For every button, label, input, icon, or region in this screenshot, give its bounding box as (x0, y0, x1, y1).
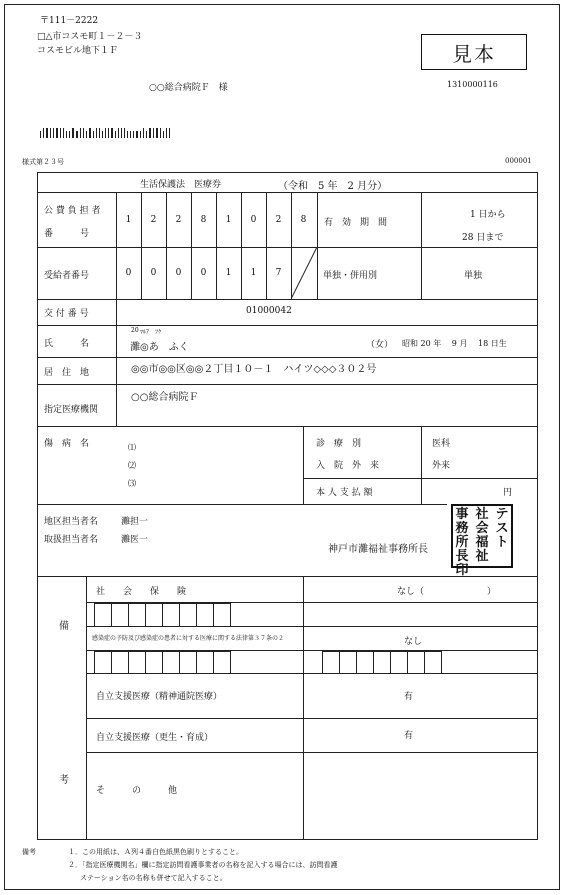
payer-digit: 2 (275, 214, 282, 225)
recipient-digit: 1 (225, 268, 232, 278)
infectious-law-label: 感染症の予防及び感染症の患者に対する医療に関する法律第３７条の２ (92, 635, 285, 642)
recipient-digit: 7 (275, 268, 282, 278)
validity-label: 有 効 期 間 (324, 218, 388, 228)
furigana-prefix: 20 (131, 327, 139, 334)
social-insurance-box (111, 603, 129, 627)
sender-address-line1: □△市コスモ町１－２－３ (37, 32, 143, 42)
sample-stamp: 見本 (421, 34, 527, 70)
self-support-rehab-value: 有 (404, 731, 414, 741)
footnote-2b: ステーション名の名称も併せて記入すること。 (80, 874, 227, 882)
patient-label: 氏 名 (44, 339, 90, 349)
postal-code: 〒111－2222 (40, 16, 99, 26)
social-insurance-box (128, 603, 146, 627)
handling-officer-name: 灘医一 (121, 535, 149, 545)
payer-digit: 2 (175, 214, 182, 225)
infectious-box (424, 651, 442, 674)
patient-furigana: ﾏﾙｱ ﾌｸ (140, 329, 162, 336)
recipient-diagonal (291, 247, 317, 299)
remarks-label-top: 備 (59, 621, 69, 632)
social-insurance-value: なし（ ） (397, 587, 497, 597)
institution-label: 指定医療機関 (44, 405, 99, 415)
addressee: ○○総合病院Ｆ 様 (149, 83, 228, 93)
payment-unit: 円 (503, 488, 513, 498)
recipient-digit: 0 (200, 268, 207, 278)
infectious-box (407, 651, 425, 674)
district-officer-name: 灘担一 (121, 517, 149, 527)
infectious-box (356, 651, 374, 674)
infectious-box (196, 651, 214, 674)
residence-label: 居 住 地 (44, 368, 90, 378)
institution-value: ○○総合病院Ｆ (131, 392, 199, 403)
infectious-box (213, 651, 231, 674)
other-label: そ の 他 (96, 786, 178, 796)
infectious-box (322, 651, 340, 674)
serial-number: 000001 (505, 157, 532, 165)
barcode-icon (40, 128, 170, 138)
form-period: （令和 5 年 2 月分） (278, 181, 388, 192)
code-number: 1310000116 (447, 80, 498, 89)
patient-name: 灘◎あ ふく (130, 342, 189, 353)
payer-label-1: 公 費 負 担 者 (44, 206, 101, 216)
payer-digit: 8 (300, 214, 307, 225)
social-insurance-box (179, 603, 197, 627)
recipient-digit: 0 (150, 268, 157, 278)
social-insurance-box (213, 603, 231, 627)
handling-officer-label: 取扱担当者名 (44, 535, 99, 545)
district-officer-label: 地区担当者名 (44, 517, 99, 527)
infectious-box (373, 651, 391, 674)
infectious-box (179, 651, 197, 674)
infectious-box (162, 651, 180, 674)
single-combined-label: 単独・併用別 (323, 271, 378, 281)
treatment-label: 診 療 別 (316, 439, 362, 449)
infectious-box (339, 651, 357, 674)
payment-label: 本 人 支 払 額 (316, 488, 373, 498)
patient-gender: （女） (366, 340, 394, 350)
disease-item-1: ⑴ (128, 443, 136, 452)
recipient-digit: 0 (175, 268, 182, 278)
infectious-box (390, 651, 408, 674)
remarks-label-bottom: 考 (59, 775, 69, 786)
single-combined-value: 単独 (464, 271, 483, 281)
self-support-rehab-label: 自立支援医療（更生・育成） (96, 733, 214, 743)
payer-digit: 1 (125, 214, 132, 225)
footnote-label: 備考 (22, 848, 36, 856)
treatment-type-value: 医科 (432, 439, 451, 449)
infectious-box (94, 651, 112, 674)
self-support-mental-label: 自立支援医療（精神通院医療） (96, 692, 223, 702)
payer-digit: 1 (225, 214, 232, 225)
issue-number-value: 01000042 (246, 306, 292, 316)
recipient-digit: 0 (125, 268, 132, 278)
form-title: 生活保護法 医療券 (140, 180, 222, 190)
disease-item-3: ⑶ (128, 479, 136, 488)
infectious-box (111, 651, 129, 674)
recipient-digit: 1 (250, 268, 257, 278)
social-insurance-box (94, 603, 112, 627)
form-number: 様式第２３号 (22, 158, 64, 166)
infectious-box (145, 651, 163, 674)
social-insurance-box (162, 603, 180, 627)
payer-digit: 0 (250, 214, 257, 225)
official-seal: テ ス ト 社 会 福 祉 事 務 所 長 印 (451, 504, 513, 568)
footnote-2a: ２．「指定医療機関名」欄に指定訪問看護事業者の名称を記入する場合には、訪問看護 (68, 861, 338, 869)
infectious-box (128, 651, 146, 674)
treatment-visit-value: 外来 (432, 461, 451, 471)
social-insurance-label: 社 会 保 険 (96, 587, 187, 597)
validity-from: 1 日から (470, 210, 506, 220)
office-name: 神戸市灘福祉事務所長 (328, 544, 428, 555)
residence-value: ◎◎市◎◎区◎◎２丁目１０－１ ハイツ◇◇◇３０２号 (131, 364, 377, 375)
infectious-law-value: なし (404, 637, 423, 647)
issue-number-label: 交 付 番 号 (44, 309, 89, 319)
payer-digit: 2 (150, 214, 157, 225)
disease-label: 傷 病 名 (44, 439, 90, 449)
sender-address-line2: コスモビル地下１Ｆ (37, 46, 119, 56)
payer-digit: 8 (200, 214, 207, 225)
payer-label-2: 番 号 (44, 229, 90, 239)
validity-to: 28 日まで (462, 233, 504, 243)
social-insurance-box (196, 603, 214, 627)
disease-item-2: ⑵ (128, 461, 136, 470)
recipient-label: 受給者番号 (44, 271, 90, 281)
self-support-mental-value: 有 (404, 692, 414, 702)
footnote-1: １．この用紙は、Ａ列４番白色紙黒色刷りとすること。 (68, 848, 243, 856)
patient-birth: 昭和 20 年 9 月 18 日生 (402, 339, 507, 348)
social-insurance-box (145, 603, 163, 627)
inpatient-label: 入 院 外 来 (316, 461, 380, 471)
